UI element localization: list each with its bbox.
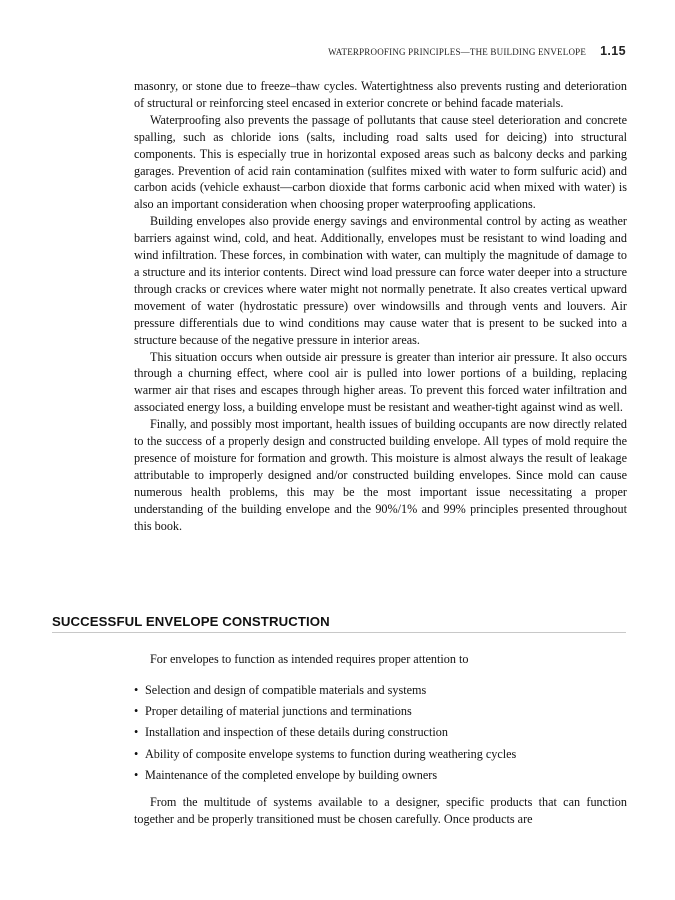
paragraph: Building envelopes also provide energy savings and environmental control by acting as weather barriers against wind, cold, and heat. Additionally, envelopes must be resistant to wind loading and wind infiltration. These forces, in combination with water, can multiply the magnitude of damage to a structure and its interior contents. Direct wind load pressure can force water deeper into a structure through cracks or crevices where water might not normally penetrate. It also creates vertical upward movement of water (hydrostatic pressure) over windowsills and through vents and louvers. Air pressure differentials due to wind conditions may cause water that is present to be sucked into a structure because of the negative pressure in interior areas. bbox=[134, 214, 627, 347]
paragraph: For envelopes to function as intended requires proper attention to bbox=[150, 652, 469, 666]
list-item-text: Maintenance of the completed envelope by building owners bbox=[145, 767, 438, 782]
body-text-bottom bbox=[134, 794, 627, 828]
bullet-icon: • bbox=[134, 704, 139, 719]
bullet-icon: • bbox=[134, 725, 139, 740]
running-title: WATERPROOFING PRINCIPLES—THE BUILDING ENVELOPE bbox=[328, 47, 587, 57]
paragraph: Finally, and possibly most important, health issues of building occupants are now directly related to the success of a properly design and constructed building envelope. All types of mold require the presence of moisture for formation and growth. This moisture is almost always the result of leakage attributable to improperly designed and/or constructed building envelopes. Since mold can cause numerous health problems, this may be the most important issue necessitating a proper understanding of the building envelope and the 90%/1% and 99% principles presented throughout this book. bbox=[134, 417, 627, 533]
list-item bbox=[134, 701, 627, 722]
paragraph: This situation occurs when outside air pressure is greater than interior air pressure. It also occurs through a churning effect, where cool air is pulled into lower portions of a building, replacing warmer air that rises and escapes through higher areas. To prevent this forced water infiltration and associated energy loss, a building envelope must be resistant and weather-tight against wind as well. bbox=[134, 349, 627, 415]
paragraph: Waterproofing also prevents the passage of pollutants that cause steel deterioration and concrete spalling, such as chloride ions (salts, including road salts used for deicing) into structural components. This is especially true in horizontal exposed areas such as balcony decks and parking garages. Prevention of acid rain contamination (sulfites mixed with water to form sulfuric acid) and carbon acids (vehicle exhaust—carbon dioxide that forms carbonic acid when mixed with water) is also an important consideration when choosing proper waterproofing applications. bbox=[134, 112, 627, 212]
list-item bbox=[134, 744, 627, 765]
paragraph: From the multitude of systems available to a designer, specific products that can function together and be properly transitioned must be chosen carefully. Once products are bbox=[134, 795, 627, 826]
paragraph: masonry, or stone due to freeze–thaw cycles. Watertightness also prevents rusting and deterioration of structural or reinforcing steel encased in exterior concrete or behind facade materials. bbox=[134, 79, 627, 110]
list-item-text: Installation and inspection of these details during construction bbox=[145, 725, 448, 740]
list-item-text: Selection and design of compatible materials and systems bbox=[145, 683, 427, 697]
list-item-text: Proper detailing of material junctions and terminations bbox=[145, 704, 412, 719]
list-item bbox=[134, 680, 627, 701]
bullet-icon: • bbox=[134, 767, 139, 782]
list-item bbox=[134, 765, 627, 786]
bullet-icon: • bbox=[134, 746, 139, 761]
running-header bbox=[0, 44, 626, 58]
list-item-text: Ability of composite envelope systems to function during weathering cycles bbox=[145, 746, 517, 761]
page-number: 1.15 bbox=[600, 44, 626, 58]
body-text-top bbox=[134, 78, 627, 534]
bullet-list bbox=[134, 680, 627, 786]
bullet-icon: • bbox=[134, 683, 139, 697]
section-heading: SUCCESSFUL ENVELOPE CONSTRUCTION bbox=[52, 614, 626, 633]
list-item bbox=[134, 722, 627, 743]
section-intro bbox=[134, 651, 627, 668]
